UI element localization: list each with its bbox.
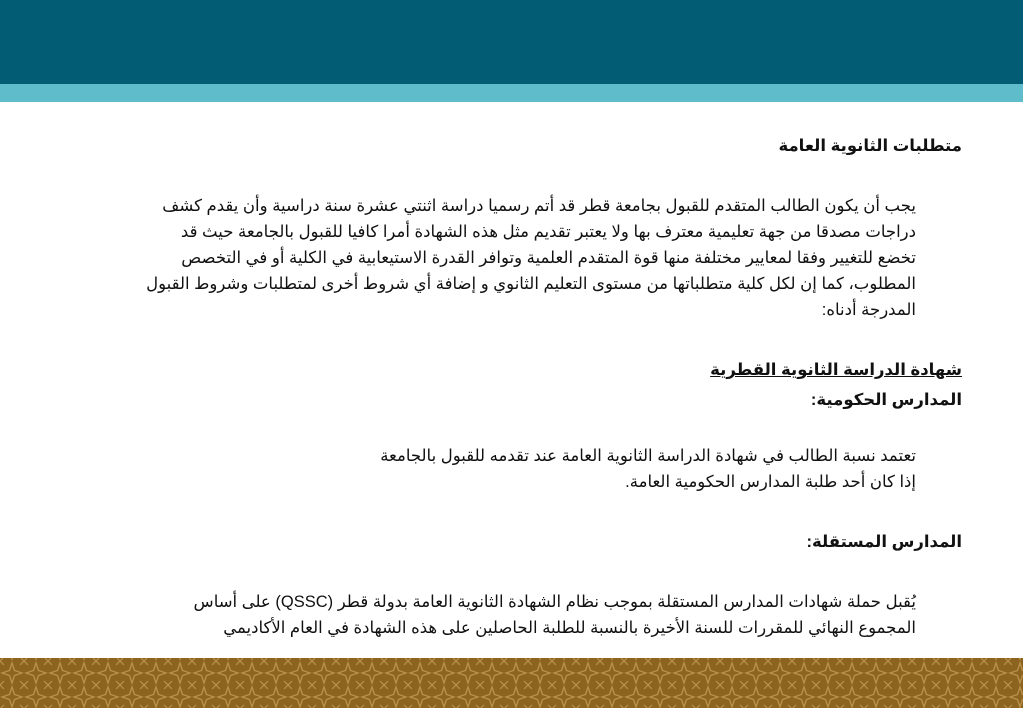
paragraph-line: دراجات مصدقا من جهة تعليمية معترف بها ولا يعتبر تقديم مثل هذه الشهادة أمرا كافيا للقبول بالجامعة حيث قد [180, 223, 916, 241]
paragraph-line: يجب أن يكون الطالب المتقدم للقبول بجامعة قطر قد أتم رسميا دراسة اثنتي عشرة سنة دراسية وأن يقدم كشف [162, 197, 916, 215]
paragraph-line: تخضع للتغيير وفقا لمعايير مختلفة منها قوة المتقدم العلمية وتوافر القدرة الاستيعابية في الكلية أو في التخصص [181, 249, 916, 267]
paragraph-line: إذا كان أحد طلبة المدارس الحكومية العامة. [625, 473, 916, 491]
footer-pattern [0, 658, 1023, 708]
paragraph-line: المطلوب، كما إن لكل كلية متطلباتها من مستوى التعليم الثانوي و إضافة أي شروط أخرى لمتطلبات وشروط القبول [146, 275, 916, 293]
government-schools-paragraph [52, 443, 962, 495]
independent-schools-heading: المدارس المستقلة: [806, 533, 962, 551]
independent-schools-paragraph [52, 589, 962, 641]
government-schools-heading: المدارس الحكومية: [810, 391, 962, 409]
footer-pattern-band [0, 658, 1023, 708]
paragraph-line: تعتمد نسبة الطالب في شهادة الدراسة الثانوية العامة عند تقدمه للقبول بالجامعة [380, 447, 916, 465]
slide-content [52, 133, 962, 641]
header-stripe [0, 84, 1023, 102]
paragraph-line: المدرجة أدناه: [821, 301, 916, 319]
general-requirements-heading: متطلبات الثانوية العامة [778, 137, 962, 155]
header-band [0, 0, 1023, 84]
star-lattice [0, 658, 1023, 708]
general-requirements-paragraph [52, 193, 962, 323]
qatari-certificate-heading: شهادة الدراسة الثانوية القطرية [710, 361, 962, 379]
paragraph-line: المجموع النهائي للمقررات للسنة الأخيرة بالنسبة للطلبة الحاصلين على هذه الشهادة في العام الأكاديمي [223, 619, 916, 637]
paragraph-line: يُقبل حملة شهادات المدارس المستقلة بموجب نظام الشهادة الثانوية العامة بدولة قطر (QSSC) على أساس [193, 593, 916, 611]
